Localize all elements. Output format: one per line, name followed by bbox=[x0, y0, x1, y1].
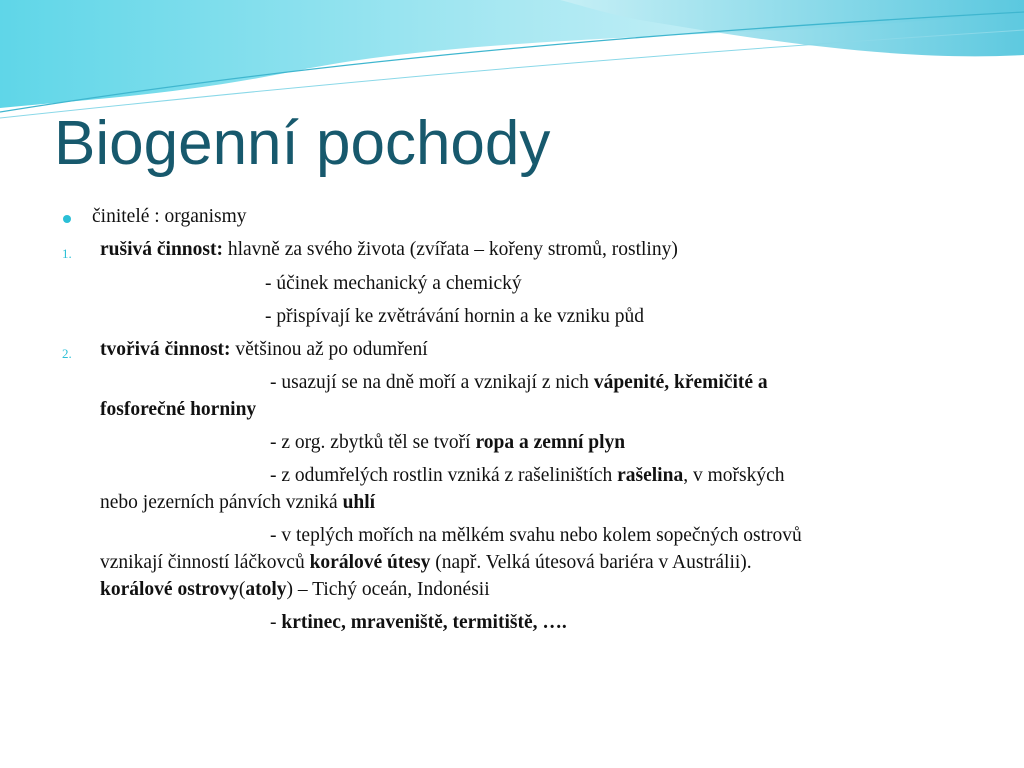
item1-line bbox=[100, 239, 678, 261]
item2-sub4-bold3: atoly bbox=[245, 579, 287, 600]
item2-sub2-text: - z org. zbytků těl se tvoří bbox=[270, 432, 476, 453]
item2-sub4-tail2: – Tichý oceán, Indonésii bbox=[293, 579, 490, 600]
item2-sub5-line bbox=[270, 612, 567, 634]
item2-sub3-bold: rašelina bbox=[617, 465, 684, 486]
item2-sub1-line2: fosforečné horniny bbox=[100, 399, 257, 420]
item2-sub1-text: - usazují se na dně moří a vznikají z nich bbox=[270, 372, 594, 393]
item2-sub4-line2 bbox=[100, 552, 752, 574]
list-number-1: 1. bbox=[62, 246, 72, 261]
item2-sub3-line1 bbox=[270, 465, 784, 487]
list-number-2: 2. bbox=[62, 346, 72, 361]
item2-sub4-paren-open: ( bbox=[238, 579, 246, 600]
item2-sub4-bold2: korálové ostrovy bbox=[100, 579, 239, 600]
item2-sub3-text2: nebo jezerních pánvích vzniká bbox=[100, 492, 343, 513]
item2-sub5-dash: - bbox=[270, 612, 282, 633]
item2-sub4-line3 bbox=[100, 579, 490, 601]
item2-sub3-bold2: uhlí bbox=[342, 492, 376, 513]
item2-text: většinou až po odumření bbox=[230, 339, 428, 360]
item1-sub1: - účinek mechanický a chemický bbox=[265, 273, 522, 294]
item1-text: hlavně za svého života (zvířata – kořeny stromů, rostliny) bbox=[222, 239, 678, 260]
item1-sub2: - přispívají ke zvětrávání hornin a ke vzniku půd bbox=[265, 306, 645, 327]
item2-label: tvořivá činnost: bbox=[100, 339, 231, 360]
item2-sub1-bold: vápenité, křemičité a bbox=[593, 372, 768, 393]
item2-sub4-paren-close: ) bbox=[286, 579, 294, 600]
item2-sub2-bold: ropa a zemní plyn bbox=[475, 432, 626, 453]
item2-sub2-line bbox=[270, 432, 625, 454]
item2-sub1-line1 bbox=[270, 372, 768, 394]
item2-sub4-line1: - v teplých mořích na mělkém svahu nebo kolem sopečných ostrovů bbox=[270, 525, 802, 546]
item2-sub4-text: vznikají činností láčkovců bbox=[100, 552, 310, 573]
slide-title: Biogenní pochody bbox=[54, 109, 551, 178]
item2-sub3-tail: , v mořských bbox=[683, 465, 785, 486]
item2-sub4-bold: korálové útesy bbox=[309, 552, 431, 573]
item2-sub3-line2 bbox=[100, 492, 375, 514]
item2-line bbox=[100, 339, 428, 361]
bullet-dot-icon bbox=[63, 215, 71, 223]
item2-sub5-bold: krtinec, mraveniště, termitiště, …. bbox=[281, 612, 567, 633]
item2-sub3-text: - z odumřelých rostlin vzniká z rašeliništích bbox=[270, 465, 618, 486]
bullet-text: činitelé : organismy bbox=[92, 206, 247, 227]
item1-label: rušivá činnost: bbox=[100, 239, 223, 260]
item2-sub4-tail: (např. Velká útesová bariéra v Austrálii). bbox=[430, 552, 752, 573]
